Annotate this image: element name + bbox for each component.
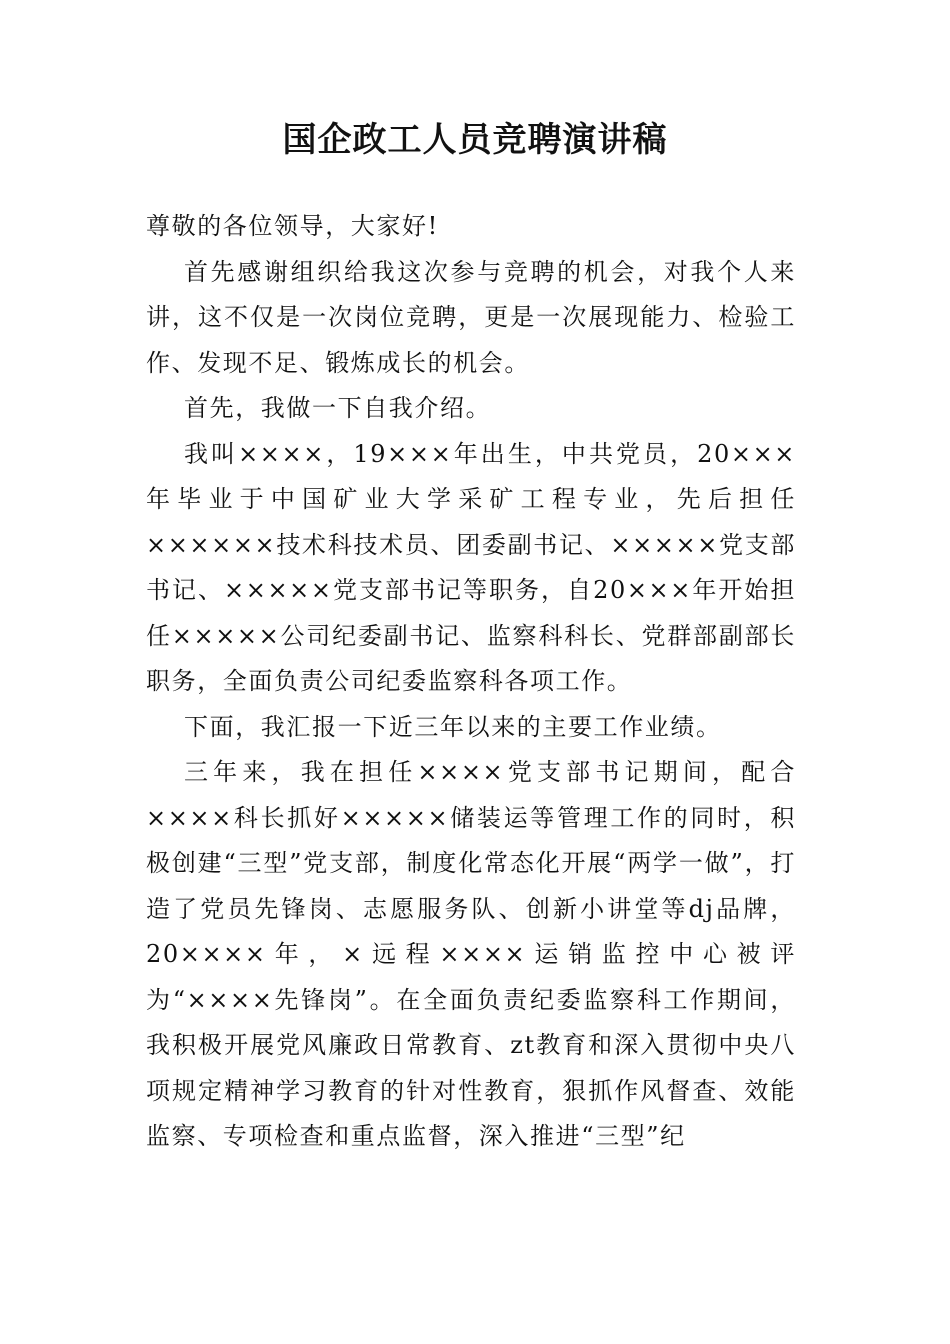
paragraph-self-introduction: 我叫××××，19×××年出生，中共党员，20×××年毕业于中国矿业大学采矿工程专业，先后担任××××××技术科技术员、团委副书记、×××××党支部书记、×××××党支部书记等职务，自20×××年开始担任×××××公司纪委副书记、监察科科长、党群部副部长职务，全面负责公司纪委监察科各项工作。 <box>146 439 796 695</box>
paragraph-intro-lead: 首先，我做一下自我介绍。 <box>184 394 492 422</box>
paragraph-achievements: 三年来，我在担任××××党支部书记期间，配合××××科长抓好×××××储装运等管理工作的同时，积极创建“三型”党支部，制度化常态化开展“两学一做”，打造了党员先锋岗、志愿服务队、创新小讲堂等dj品牌，20××××年，×远程××××运销监控中心被评为“××××先锋岗”。在全面负责纪委监察科工作期间，我积极开展党风廉政日常教育、zt教育和深入贯彻中央八项规定精神学习教育的针对性教育，狠抓作风督查、效能监察、专项检查和重点监督，深入推进“三型”纪 <box>146 758 796 1150</box>
paragraph-greeting: 尊敬的各位领导，大家好! <box>146 212 439 240</box>
document-body <box>146 204 796 1160</box>
document-title: 国企政工人员竞聘演讲稿 <box>282 120 668 160</box>
paragraph-report-lead: 下面，我汇报一下近三年以来的主要工作业绩。 <box>184 712 722 741</box>
paragraph-thanks: 首先感谢组织给我这次参与竞聘的机会，对我个人来讲，这不仅是一次岗位竞聘，更是一次展现能力、检验工作、发现不足、锻炼成长的机会。 <box>146 257 796 377</box>
